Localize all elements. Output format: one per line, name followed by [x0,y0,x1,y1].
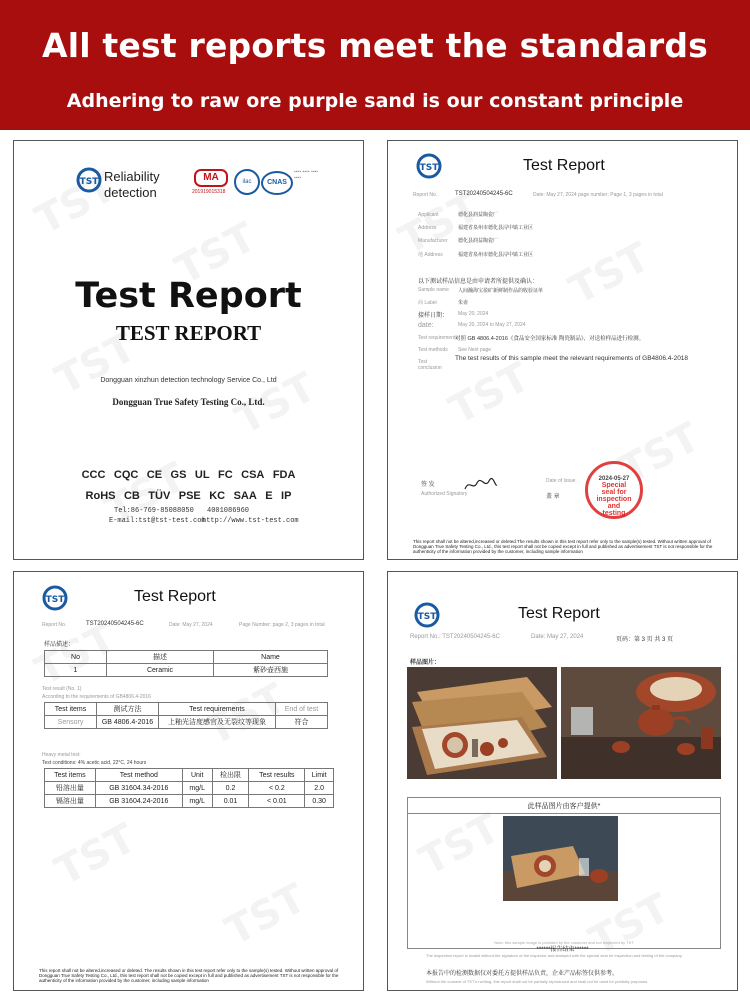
table-header: 描述 [107,651,214,664]
cnas-text: ▪▪▪▪ ▪▪▪▪ ▪▪▪▪ ▪▪▪▪ [294,169,319,181]
applicant-value: 德化县润益陶瓷厂 [458,212,499,218]
report-end-label: ******报告结束****** [536,947,589,953]
report-title: Test Report [518,605,600,622]
tst-logo-icon [416,153,442,179]
report-footer-line-1: The inspection report is invalid without the signature of the inspector and stamped with the special seal for inspection and testing of the company. [426,953,683,958]
table-cell: 0.01 [212,795,249,808]
customer-photo [503,816,618,901]
sample-photo-label: 样品图片： [410,660,441,666]
sample-name: 人间瀚海宝盈矿新鲜制作品的收验证单 [458,288,544,294]
signature-icon [463,477,499,493]
cqc-icon: CQC [113,469,139,481]
sample-photo-teapot-set [561,667,721,779]
seal-label: 盖 章 [546,494,560,500]
stamp-line-5: testing [602,510,626,517]
report-date: Date: May 27, 2024 [531,634,584,640]
ccc-icon: CCC [81,469,106,481]
saa-icon: SAA [233,490,257,502]
cnas-icon: CNAS [261,171,293,195]
web-text: http://www.tst-test.com [202,517,299,525]
requirements-value: 对照 GB 4806.4-2016《食品安全国家标准 陶瓷制品》，对送检样品进行检测。 [455,336,645,342]
stamp-line-1: Special [601,482,627,489]
cma-code: 201919015318 [192,189,226,195]
table-header: End of test [276,703,328,716]
table-cell: Ceramic [107,664,214,677]
table-cell: mg/L [182,782,212,795]
table-cell: 镉溶出量 [45,795,96,808]
table-header: Test items [45,703,97,716]
manufacturer-label: Manufacturer [418,238,448,244]
sample-intro: 以下测试样品信息是由申请者所提供及确认： [418,279,539,285]
ip-icon: IP [281,490,292,502]
report-no-label: Report No. [413,192,438,198]
table-cell: 1 [45,664,107,677]
table-cell: 紫砂壶西施 [214,664,328,677]
banner-subtitle: Adhering to raw ore purple sand is our constant principle [66,90,684,112]
top-banner [0,0,750,130]
stamp-date: 2024-05-27 [598,476,630,482]
stamp-line-3: inspection [596,496,632,503]
table-cell: < 0.01 [249,795,305,808]
methods-label: Test methods [418,347,448,353]
report-date: Date: May 27, 2024 page number: Page 1, 3 pages in total [533,192,663,198]
cover-title-caps: TEST REPORT [115,321,262,345]
report-no: Report No.: TST20240504245-6C [410,634,500,640]
sensory-test-table [44,702,328,729]
customer-photo-note: Note: this sample image is provided by the customer and not inspected by TST [494,940,634,945]
detection-text: detection [104,185,157,200]
tel-text: Tel:86-769-85088050 [114,507,194,515]
banner-title: All test reports meet the standards [41,26,708,65]
conclusion-label: Test conclusion [418,359,442,371]
manufacturer-address-value: 福建省泉州市德化县浔中镇工业区 [458,252,534,258]
table-cell: 铅溶出量 [45,782,96,795]
tst-logo-icon [42,585,68,611]
methods-value: See Next page [458,347,492,353]
report-no-label: Report No. [42,622,67,628]
company-line-2: Dongguan True Safety Testing Co., Ltd. [112,397,265,407]
table-cell: 符合 [276,716,328,729]
ilac-mra-icon: ilac [234,169,260,195]
brand-value: 朱壶 [458,300,469,306]
report-page-2-panel [13,571,364,991]
svg-text:TST: TST [419,163,439,173]
customer-photo-box [407,797,721,949]
table-cell: Sensory [45,716,97,729]
address-label: Address [418,225,437,231]
table-cell: 0.2 [212,782,249,795]
report-title: Test Report [523,157,605,174]
cma-logo-icon: MA [194,169,228,187]
sample-photo-gift-box [407,667,557,779]
brand-label: 商 Label [418,300,437,306]
table-header: Test requirements [159,703,276,716]
reliability-text: Reliability [104,169,160,184]
customer-photo-caption: 此样品图片由客户提供* [408,801,720,814]
report-footer-line-3: Without the consent of TST in writing, this report shall not be partially reproduced and shall not be used for publicity purposes. [426,979,649,984]
stamp-line-2: seal for [601,489,627,496]
heavy-metal-table [44,768,334,808]
heavy-metal-label: Heavy metal test: [42,752,81,758]
test-date: May 20, 2024 to May 27, 2024 [458,322,526,328]
table-header: Test items [45,769,96,782]
report-footer: This report shall not be altered,increased or deleted.The results shown in this test report refer only to the sample(s) tested. Without written approval of Dongguan True Safety Testing Co., Ltd., this test report shall not be copied except in full and published as advertisement TST is not responsible for the authenticity of the information provided by the customer, including sample information [413,539,713,554]
report-no: TST20240504245-6C [86,621,144,627]
table-cell: < 0.2 [249,782,305,795]
pse-icon: PSE [178,490,201,502]
report-footer-line-2: 本报告中的检测数据仅对委托方提供样品负责，企业产品标签仅供参考。 [426,971,619,977]
stamp-line-4: and [607,503,621,510]
svg-text:TST: TST [417,612,437,622]
signatory-label: 签 发 [421,482,435,488]
applicant-label: Applicant [418,212,439,218]
inspection-seal-stamp [585,461,643,519]
report-page-3-panel [387,571,738,991]
table-header: Test method [95,769,182,782]
page-number: Page Number: page 2, 3 pages in total [239,622,325,628]
certification-icons-row-2 [14,486,363,504]
rohs-icon: RoHS [85,490,116,502]
receive-date: May 20, 2024 [458,311,489,317]
table-header: No [45,651,107,664]
sample-description-label: 样品描述： [44,642,75,648]
cover-title: Test Report [75,276,302,316]
report-title: Test Report [134,588,216,605]
svg-text:TST: TST [45,595,65,605]
tst-logo-icon [414,602,440,628]
tuv-icon: TÜV [148,490,171,502]
table-cell: 上釉光洁度感官及无裂纹等现象 [159,716,276,729]
address-value: 福建省泉州市德化县浔中镇工业区 [458,225,534,231]
signatory-sub: Authorized Signatory [421,491,468,497]
tel2-text: 4001086960 [207,507,250,515]
gs-icon: GS [170,469,187,481]
test-standard-label: According to the requirements of GB4806.4-2016 [42,694,151,700]
manufacturer-address-label: 地 Address [418,252,443,258]
requirements-label: Test requirements [418,335,458,341]
fda-icon: FDA [272,469,296,481]
kc-icon: KC [209,490,226,502]
svg-text:TST: TST [79,177,99,187]
manufacturer-value: 德化县润益陶瓷厂 [458,238,499,244]
csa-icon: CSA [241,469,265,481]
receive-date-label: 接样日期： [418,313,449,319]
test-result-label: Test result (No. 1) [42,686,82,692]
sample-name-label: Sample name [418,287,449,293]
table-row [45,795,334,808]
table-cell: GB 4806.4-2016 [97,716,159,729]
test-date-label: date: [418,322,434,329]
date-of-issue-label: Date of Issue [546,478,576,484]
table-header: Limit [305,769,334,782]
table-header: 测试方法 [97,703,159,716]
table-cell: GB 31604.24-2016 [95,795,182,808]
table-header: 检出限 [212,769,249,782]
page-number: 页码：第 3 页 共 3 页 [616,637,674,643]
table-header: Test results [249,769,305,782]
fc-icon: FC [218,469,233,481]
certification-icons-row-1 [14,465,363,483]
table-cell: mg/L [182,795,212,808]
report-footer: This report shall not be altered,increased or deleted. The results shown in this test report refer only to the sample(s) tested. Without written approval of Dongguan True Safety Testing Co., Ltd., this test report shall not be copied except in full and published as advertisement TST is not responsible for the authenticity of the information provided by the customer, including sample information [39,968,339,983]
report-date: Date: May 27, 2024 [169,622,213,628]
ul-icon: UL [194,469,210,481]
company-line-1: Dongguan xinzhun detection technology Service Co., Ltd [100,377,277,384]
table-cell: GB 31604.34-2016 [95,782,182,795]
table-cell: 0.30 [305,795,334,808]
email-text: E-mail:tst@tst-test.com [109,517,206,525]
tst-logo-icon [76,167,102,193]
cb-icon: CB [123,490,140,502]
report-no: TST20240504245-6C [455,191,513,197]
conclusion-value: The test results of this sample meet the relevant requirements of GB4806.4-2018 [455,355,689,362]
sample-description-table [44,650,328,677]
table-header: Unit [182,769,212,782]
ce-icon: CE [146,469,163,481]
e-mark-icon: E [265,490,273,502]
report-page-1-panel [387,140,738,560]
table-cell: 2.0 [305,782,334,795]
heavy-metal-conditions: Test conditions: 4% acetic acid, 22°C, 24 hours [42,760,147,766]
cover-page-panel [13,140,364,560]
table-header: Name [214,651,328,664]
table-row [45,782,334,795]
